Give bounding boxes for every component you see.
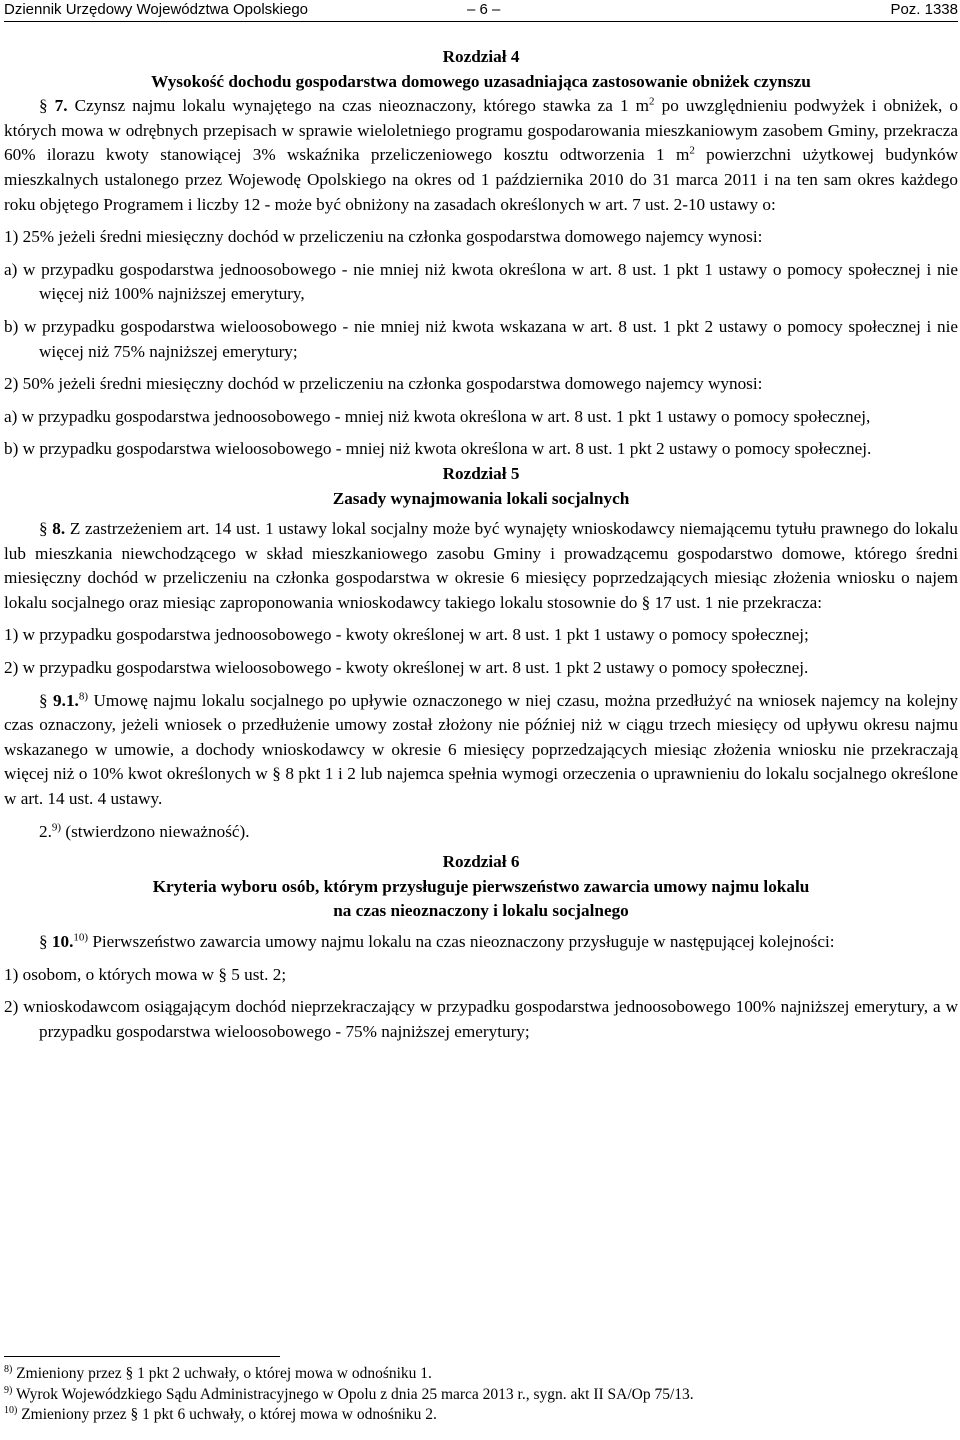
section-9-point-2 [4,820,958,845]
section-7-point-2b: b) w przypadku gospodarstwa wieloosobowego - mniej niż kwota określona w art. 8 ust. 1 pkt 2 ustawy o pomocy społecznej. [4,439,872,459]
footnote-10: $^{10)}$ Zmieniony przez § 1 pkt 6 uchwały, o której mowa w odnośniku 2. [4,1404,437,1423]
chapter-6-subtitle-line-2: na czas nieoznaczony i lokalu socjalnego [333,901,629,921]
chapter-6-title: Rozdział 6 [442,852,520,872]
footnote-ref: 8) [78,689,88,702]
journal-name: Dziennik Urzędowy Województwa Opolskiego [4,1,309,18]
section-sign: § [39,932,48,951]
section-7-text-c: powierzchni użytkowej budynków mieszkalnych ustalonego przez Wojewodę Opolskiego na okres od 1 października 2010 do 31 marca 2011 i na ten sam okres każdego roku objętego Programem i liczby 12 - może być obniżony na zasadach określonych w art. 7 ust. 2-10 ustawy o: [4,145,958,214]
section-9-number: 9.1. [53,690,79,710]
section-9-point-2-number: 2. [39,821,52,841]
section-7-point-2: 2) 50% jeżeli średni miesięczny dochód w przeliczeniu na członka gospodarstwa domowego najemcy wynosi: [4,374,763,394]
section-7-number: 7. [54,96,68,116]
section-7-text-a: Czynsz najmu lokalu wynajętego na czas nieoznaczony, którego stawka za 1 m [74,96,650,116]
chapter-4-subtitle: Wysokość dochodu gospodarstwa domowego uzasadniająca zastosowanie obniżek czynszu [151,71,811,91]
section-8 [4,517,958,615]
section-sign: § [39,519,48,539]
section-8-number: 8. [52,519,66,539]
section-sign: § [39,690,48,710]
section-10-point-1: 1) osobom, o których mowa w § 5 ust. 2; [4,964,287,984]
superscript: 2 [689,144,695,157]
section-7-point-2a: a) w przypadku gospodarstwa jednoosobowego - mniej niż kwota określona w art. 8 ust. 1 pkt 1 ustawy o pomocy społecznej, [4,406,871,426]
section-7-point-1a: a) w przypadku gospodarstwa jednoosobowego - nie mniej niż kwota określona w art. 8 ust. 1 pkt 1 ustawy o pomocy społecznej i nie więcej niż 100% najniższej emerytury, [4,259,958,304]
section-7-point-1b: b) w przypadku gospodarstwa wieloosobowego - nie mniej niż kwota wskazana w art. 8 ust. 1 pkt 2 ustawy o pomocy społecznej i nie więcej niż 75% najniższej emerytury; [4,316,958,361]
chapter-6-subtitle-line-1: Kryteria wyboru osób, którym przysługuje pierwszeństwo zawarcia umowy najmu lokalu [152,876,810,896]
document-body [4,45,958,1044]
section-7-point-1: 1) 25% jeżeli średni miesięczny dochód w przeliczeniu na członka gospodarstwa domowego najemcy wynosi: [4,227,763,247]
section-8-point-1: 1) w przypadku gospodarstwa jednoosobowego - kwoty określonej w art. 8 ust. 1 pkt 1 ustawy o pomocy społecznej; [4,625,809,645]
chapter-5-title: Rozdział 5 [442,463,520,483]
section-10 [4,930,958,955]
page-number: – 6 – [467,1,501,18]
chapter-5-subtitle: Zasady wynajmowania lokali socjalnych [332,488,630,508]
footnote-9: $^{9)}$ Wyrok Wojewódzkiego Sądu Administracyjnego w Opolu z dnia 25 marca 2013 r., sygn. akt II SA/Op 75/13. [4,1384,694,1403]
position-number: Poz. 1338 [890,1,958,18]
section-7-text-b: po uwzględnieniu podwyżek i obniżek, o których mowa w odrębnych przepisach w sprawie wieloletniego programu gospodarowania mieszkaniowym zasobem Gminy, przekracza 60% ilorazu kwoty stanowiącej 3% wskaźnika przeliczeniowego kosztu odtworzenia 1 m [4,96,959,165]
superscript: 2 [649,95,655,108]
chapter-4-title: Rozdział 4 [442,47,520,66]
section-9-point-2-text: (stwierdzono nieważność). [61,821,250,841]
section-10-number: 10. [51,932,74,951]
section-8-point-2: 2) w przypadku gospodarstwa wieloosobowego - kwoty określonej w art. 8 ust. 1 pkt 2 ustawy o pomocy społecznej. [4,658,809,678]
section-9 [4,689,958,812]
footnotes [4,1356,958,1426]
section-7 [4,94,958,217]
footnote-ref: 10) [73,931,89,944]
footnote-8: $^{8)}$ Zmieniony przez § 1 pkt 2 uchwały, o której mowa w odnośniku 1. [4,1363,432,1382]
page-header [4,0,958,22]
section-9-text: Umowę najmu lokalu socjalnego po upływie oznaczonego w niej czasu, można przedłużyć na wniosek najemcy na kolejny czas oznaczony, jeżeli wniosek o przedłużenie umowy został złożony nie później niż w ciągu trzech miesięcy od upływu okresu najmu wskazanego w umowie, a dochody wnioskodawcy w okresie 6 miesięcy poprzedzających miesiąc złożenia wniosku nie przekraczają więcej niż o 10% kwot określonych w § 8 pkt 1 i 2 lub najemca spełnia wymogi orzeczenia o uprawnieniu do lokalu socjalnego określone w art. 14 ust. 4 ustawy. [4,690,958,809]
section-10-point-2: 2) wnioskodawcom osiągającym dochód nieprzekraczający w przypadku gospodarstwa jednoosobowego 100% najniższej emerytury, a w przypadku gospodarstwa wieloosobowego - 75% najniższej emerytury; [4,997,958,1041]
section-10-text: Pierwszeństwo zawarcia umowy najmu lokalu na czas nieoznaczony przysługuje w następującej kolejności: [88,932,835,951]
footnote-ref: 9) [51,820,62,833]
footnote-divider [4,1356,280,1357]
section-sign: § [39,96,48,116]
section-8-text: Z zastrzeżeniem art. 14 ust. 1 ustawy lokal socjalny może być wynajęty wnioskodawcy niemającemu tytułu prawnego do lokalu lub mieszkania niewchodzącego w skład mieszkaniowego zasobu Gminy i prowadzącemu gospodarstwo domowe, którego średni miesięczny dochód w przeliczeniu na członka gospodarstwa w okresie 6 miesięcy poprzedzających miesiąc złożenia wniosku o najem lokalu socjalnego oraz miesiąc zaproponowania wnioskodawcy takiego lokalu stosownie do § 17 ust. 1 nie przekracza: [4,519,958,612]
